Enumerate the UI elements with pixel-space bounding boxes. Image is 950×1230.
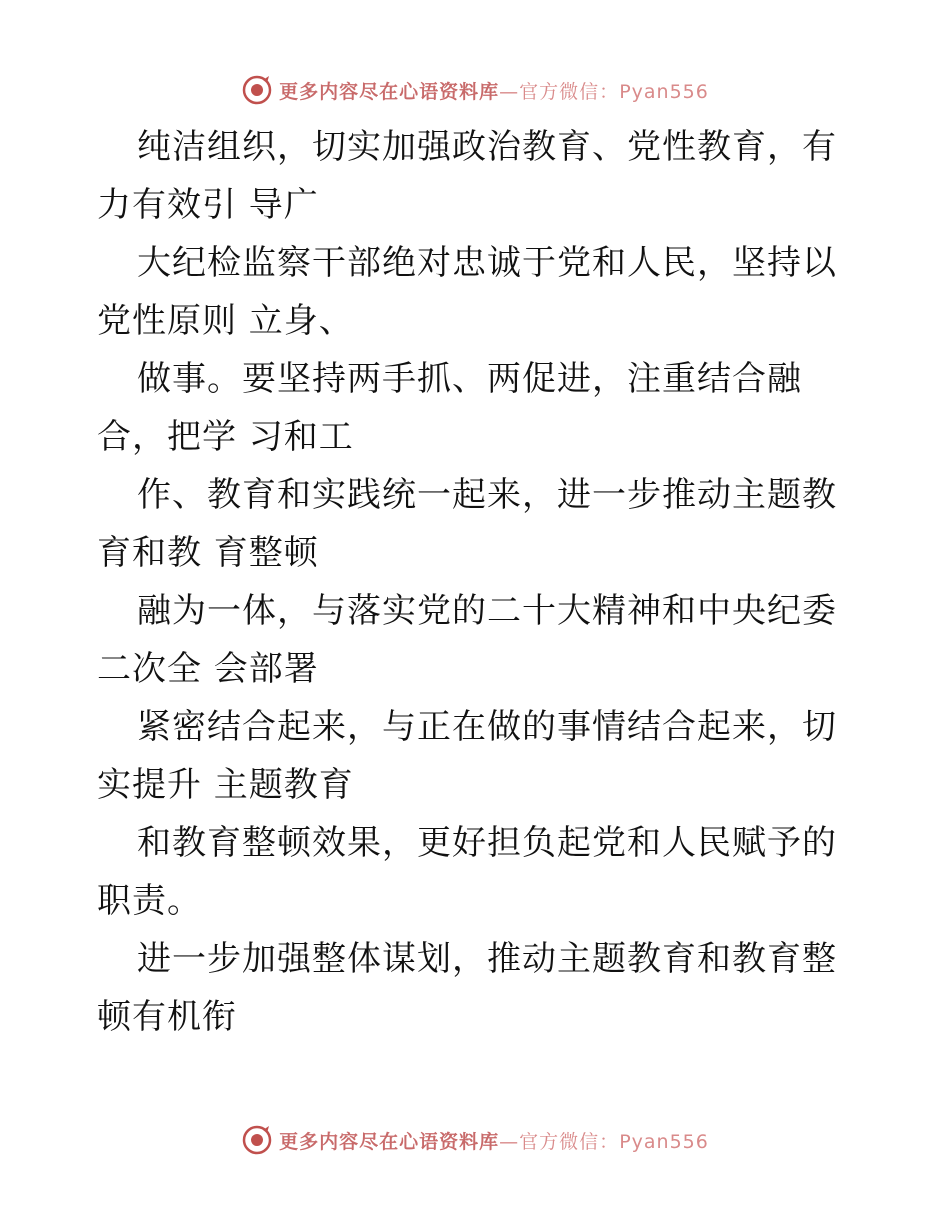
- document-body: [97, 118, 857, 1046]
- watermark-handle: Pyan556: [619, 1130, 709, 1153]
- header-watermark: [0, 70, 950, 110]
- watermark-text: [279, 77, 709, 104]
- paragraph-4: 作、教育和实践统一起来，进一步推动主题教育和教 育整顿: [97, 475, 837, 573]
- paragraph-7: 和教育整顿效果，更好担负起党和人民赋予的职责。: [97, 823, 837, 921]
- watermark-text: [279, 1127, 709, 1154]
- watermark-brand: 更多内容尽在心语资料库: [279, 80, 500, 103]
- watermark-brand: 更多内容尽在心语资料库: [279, 1130, 500, 1153]
- paragraph-2: 大纪检监察干部绝对忠诚于党和人民，坚持以党性原则 立身、: [97, 243, 837, 341]
- paragraph-8: 进一步加强整体谋划，推动主题教育和教育整顿有机衔: [97, 939, 837, 1037]
- watermark-label: 官方微信：: [519, 80, 620, 103]
- paragraph-3: 做事。要坚持两手抓、两促进，注重结合融合，把学 习和工: [97, 359, 802, 457]
- watermark-handle: Pyan556: [619, 80, 709, 103]
- paragraph-1: 纯洁组织，切实加强政治教育、党性教育，有力有效引 导广: [97, 127, 837, 225]
- footer-watermark: [0, 1120, 950, 1160]
- paragraph-5: 融为一体，与落实党的二十大精神和中央纪委二次全 会部署: [97, 591, 837, 689]
- watermark-label: 官方微信：: [519, 1130, 620, 1153]
- paragraph-6: 紧密结合起来，与正在做的事情结合起来，切实提升 主题教育: [97, 707, 837, 805]
- watermark-dash: —: [499, 80, 520, 103]
- pen-logo-icon: [241, 1124, 273, 1156]
- watermark-dash: —: [499, 1130, 520, 1153]
- pen-logo-icon: [241, 74, 273, 106]
